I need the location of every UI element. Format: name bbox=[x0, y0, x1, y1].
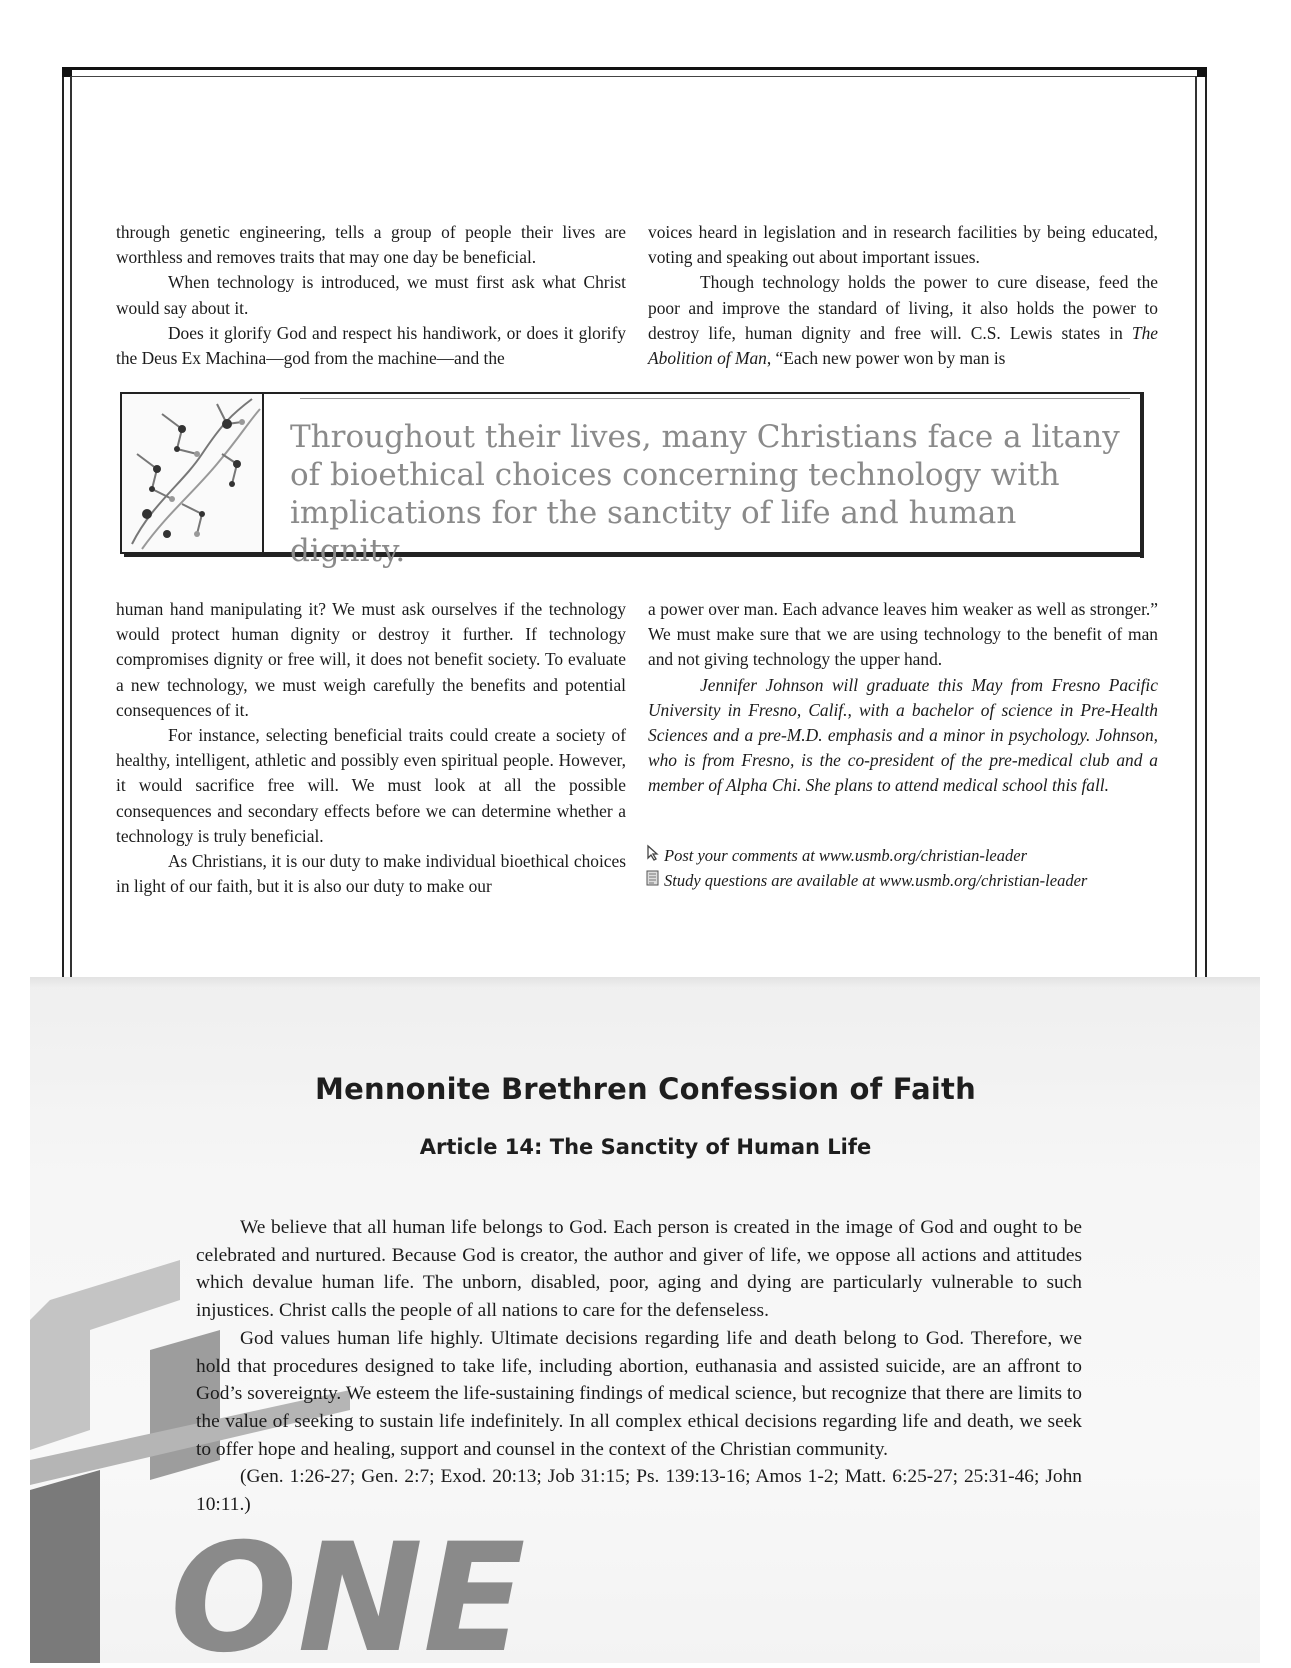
article-column-left-top bbox=[116, 220, 626, 371]
article-paragraph: voices heard in legislation and in research facilities by being educated, voting and speaking out about important issues. bbox=[648, 222, 1158, 268]
confession-panel-edge bbox=[30, 977, 1260, 987]
inner-frame-left-rule bbox=[70, 76, 72, 986]
confession-body bbox=[196, 1214, 1082, 1519]
confession-paragraph: God values human life highly. Ultimate decisions regarding life and death belong to God. Therefore, we hold that procedures designed to take life, including abortion, euthanasia and assisted suicide, are an affront to God’s sovereignty. We esteem the life-sustaining findings of medical science, but recognize that there are limits to the value of seeking to sustain life indefinitely. In all complex ethical decisions regarding life and death, we seek to offer hope and healing, support and counsel in the context of the Christian community. bbox=[196, 1327, 1082, 1460]
article-text: Though technology holds the power to cure disease, feed the poor and improve the standard of living, it also holds the power to destroy life, human dignity and free will. C.S. Lewis states in bbox=[648, 272, 1158, 343]
article-paragraph: Does it glorify God and respect his handiwork, or does it glorify the Deus Ex Machina—god from the machine—and the bbox=[116, 322, 626, 369]
confession-paragraph: We believe that all human life belongs to God. Each person is created in the image of God and ought to be celebrated and nurtured. Because God is creator, the author and giver of life, we oppose all actions and attitudes which devalue human life. The unborn, disabled, poor, aging and dying are particularly vulnerable to such injustices. Christ calls the people of all nations to care for the defenseless. bbox=[196, 1217, 1082, 1322]
article-paragraph: When technology is introduced, we must first ask what Christ would say about it. bbox=[116, 272, 626, 318]
article-paragraph: through genetic engineering, tells a group of people their lives are worthless and removes traits that may one day be beneficial. bbox=[116, 222, 626, 268]
article-paragraph: As Christians, it is our duty to make individual bioethical choices in light of our faith, but it is also our duty to make our bbox=[116, 851, 626, 897]
study-questions-link[interactable] bbox=[646, 870, 1087, 891]
pull-quote-divider bbox=[262, 394, 264, 552]
article-column-left-bottom bbox=[116, 597, 626, 899]
molecule-illustration bbox=[122, 394, 262, 552]
pull-quote-text: Throughout their lives, many Christians face a litany of bioethical choices concerning technology with implications for the sanctity of life and human dignity. bbox=[290, 419, 1120, 569]
article-paragraph: For instance, selecting beneficial traits could create a society of healthy, intelligent, athletic and possibly even spiritual people. However, it would sacrifice free will. We must look at all the possible consequences and secondary effects before we can determine whether a technology is truly beneficial. bbox=[116, 725, 626, 846]
author-bio: Jennifer Johnson will graduate this May from Fresno Pacific University in Fresno, Calif., with a bachelor of science in Pre-Health Sciences and a pre-M.D. emphasis and a minor in psychology. Johnson, who is from Fresno, is the co-president of the pre-medical club and a member of Alpha Chi. She plans to attend medical school this fall. bbox=[648, 674, 1158, 796]
book-title: The Abolition of Man bbox=[648, 322, 1158, 369]
document-icon bbox=[646, 870, 664, 891]
article-column-right-top bbox=[648, 220, 1158, 371]
article-paragraph: human hand manipulating it? We must ask ourselves if the technology would protect human dignity or destroy it further. If technology compromises dignity or free will, it does not benefit society. To evaluate a new technology, we must weigh carefully the benefits and potential consequences of it. bbox=[116, 599, 626, 720]
inner-frame-right-rule bbox=[1195, 76, 1197, 986]
logo-lettering: ONE bbox=[170, 1512, 526, 1668]
inner-frame-top-rule bbox=[70, 76, 1197, 77]
scripture-references: (Gen. 1:26-27; Gen. 2:7; Exod. 20:13; Job 31:15; Ps. 139:13-16; Amos 1-2; Matt. 6:25-27; 25:31-46; John 10:11.) bbox=[196, 1466, 1082, 1516]
study-questions-link-text[interactable]: Study questions are available at www.usmb.org/christian-leader bbox=[664, 871, 1088, 890]
article-column-right-bottom bbox=[648, 597, 1158, 799]
comments-link[interactable] bbox=[646, 845, 1027, 866]
pull-quote-rule bbox=[300, 398, 1130, 399]
mouse-pointer-icon bbox=[646, 845, 664, 866]
pull-quote-shadow bbox=[1140, 392, 1144, 558]
comments-link-text[interactable]: Post your comments at www.usmb.org/christian-leader bbox=[664, 846, 1027, 865]
article-paragraph: a power over man. Each advance leaves him weaker as well as stronger.” We must make sure that we are using technology to the benefit of man and not giving technology the upper hand. bbox=[648, 599, 1158, 670]
confession-title: Mennonite Brethren Confession of Faith bbox=[315, 1072, 976, 1106]
confession-subtitle: Article 14: The Sanctity of Human Life bbox=[419, 1135, 872, 1159]
article-text: , “Each new power won by man is bbox=[766, 348, 1006, 369]
article-paragraph bbox=[648, 270, 1158, 371]
